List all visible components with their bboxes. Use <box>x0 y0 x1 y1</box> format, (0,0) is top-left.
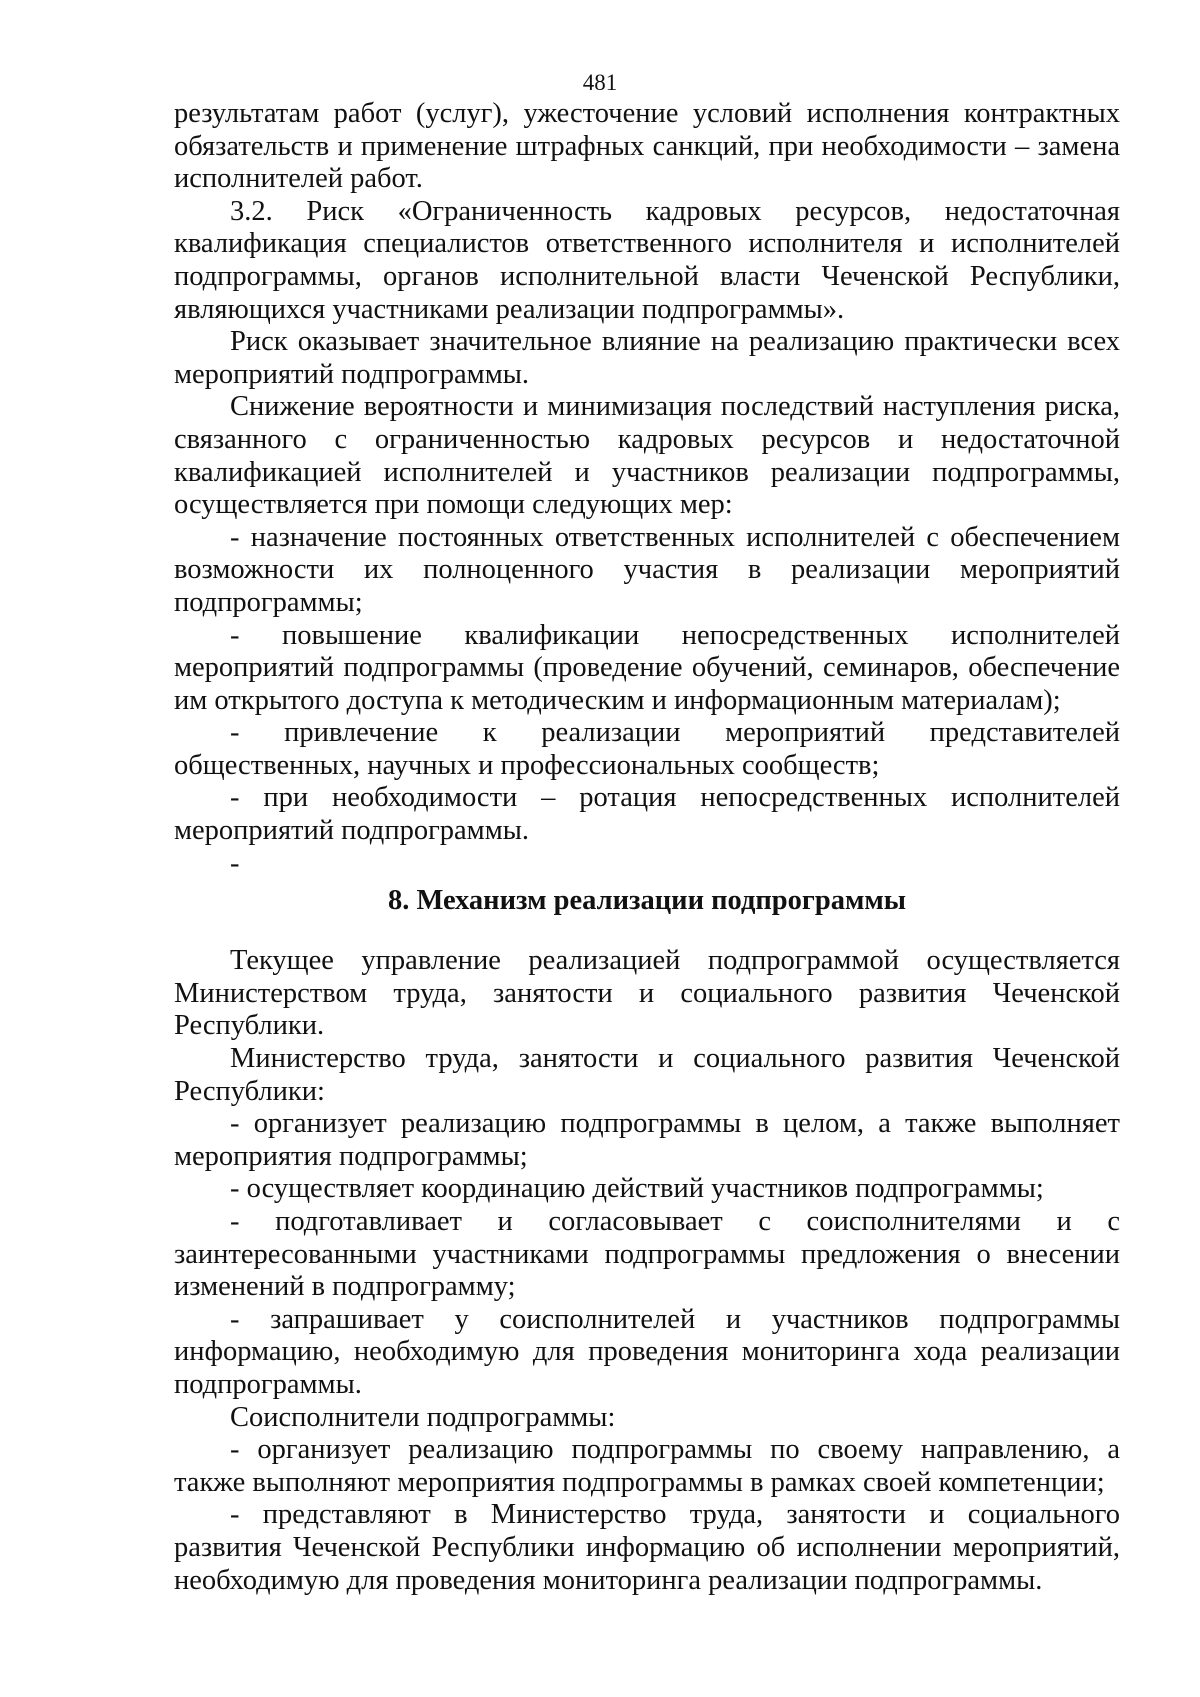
paragraph-risk-influence: Риск оказывает значительное влияние на реализацию практически всех мероприятий подпрограммы. <box>174 326 1120 390</box>
stray-dash: - <box>230 847 240 879</box>
list-item-rotation: - при необходимости – ротация непосредственных исполнителей мероприятий подпрограммы. <box>174 782 1120 847</box>
list-item-coexecutors-report: - представляют в Министерство труда, занятости и социального развития Чеченской Республики информацию об исполнении мероприятий, необходимую для проведения мониторинга реализации подпрограммы. <box>174 1499 1120 1596</box>
paragraph-coexecutors-intro: Соисполнители подпрограммы: <box>230 1401 616 1433</box>
list-item-requests-info: - запрашивает у соисполнителей и участников подпрограммы информацию, необходимую для проведения мониторинга хода реализации подпрограммы. <box>174 1303 1120 1400</box>
list-item-coordinates: - осуществляет координацию действий участников подпрограммы; <box>230 1173 1044 1205</box>
heading-spacer <box>174 917 1120 945</box>
page-number: 481 <box>582 70 618 95</box>
list-item-organizes: - организует реализацию подпрограммы в целом, а также выполняет мероприятия подпрограммы; <box>174 1108 1120 1172</box>
list-item-community-involvement: - привлечение к реализации мероприятий представителей общественных, научных и профессиональных сообществ; <box>174 717 1120 781</box>
paragraph-ministry-intro: Министерство труда, занятости и социального развития Чеченской Республики: <box>174 1043 1120 1107</box>
list-item-qualification: - повышение квалификации непосредственных исполнителей мероприятий подпрограммы (проведение обучений, семинаров, обеспечение им открытого доступа к методическим и информационным материалам); <box>174 619 1120 716</box>
list-item-permanent-executors: - назначение постоянных ответственных исполнителей с обеспечением возможности их полноценного участия в реализации мероприятий подпрограммы; <box>174 521 1120 618</box>
list-item-coexecutors-organize: - организует реализацию подпрограммы по своему направлению, а также выполняют мероприятия подпрограммы в рамках своей компетенции; <box>174 1434 1120 1498</box>
paragraph-risk-mitigation: Снижение вероятности и минимизация последствий наступления риска, связанного с ограниченностью кадровых ресурсов и недостаточной квалификацией исполнителей и участников реализации подпрограммы, осуществляется при помощи следующих мер: <box>174 391 1120 521</box>
paragraph-risk-3-2: 3.2. Риск «Ограниченность кадровых ресурсов, недостаточная квалификация специалистов ответственного исполнителя и исполнителей подпрограммы, органов исполнительной власти Чеченской Республики, являющихся участниками реализации подпрограммы». <box>174 195 1120 325</box>
section-heading: 8. Механизм реализации подпрограммы <box>387 885 907 917</box>
page-body <box>174 98 1120 1597</box>
paragraph-contract-measures: результатам работ (услуг), ужесточение условий исполнения контрактных обязательств и применение штрафных санкций, при необходимости – замена исполнителей работ. <box>174 98 1120 195</box>
list-item-prepares-changes: - подготавливает и согласовывает с соисполнителями и с заинтересованными участниками подпрограммы предложения о внесении изменений в подпрограмму; <box>174 1206 1120 1303</box>
paragraph-current-management: Текущее управление реализацией подпрограммой осуществляется Министерством труда, занятости и социального развития Чеченской Республики. <box>174 945 1120 1042</box>
